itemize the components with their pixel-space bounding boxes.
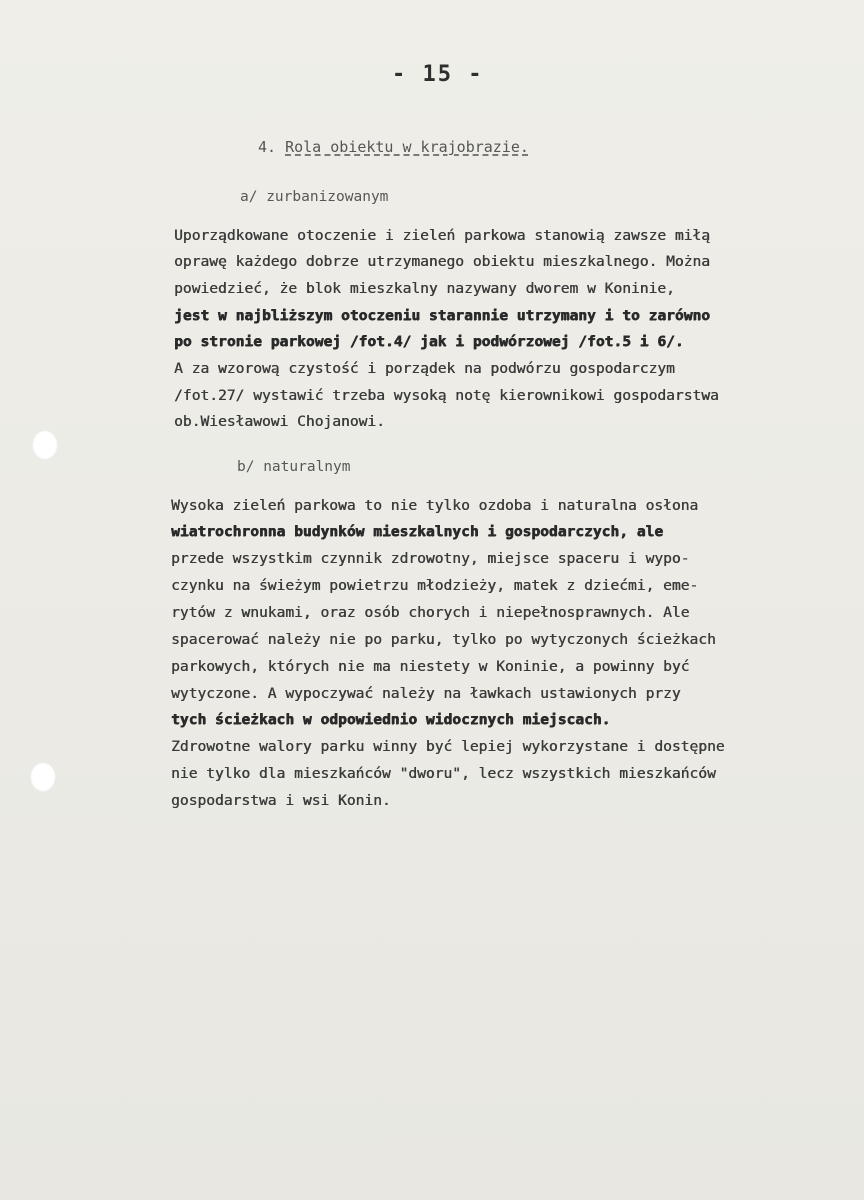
text-line: tych ścieżkach w odpowiednio widocznych miejscach.	[171, 711, 611, 728]
text-line: parkowych, których nie ma niestety w Koninie, a powinny być	[171, 658, 690, 675]
text-line: oprawę każdego dobrze utrzymanego obiektu mieszkalnego. Można	[174, 253, 710, 270]
text-line: nie tylko dla mieszkańców "dworu", lecz wszystkich mieszkańców	[171, 765, 716, 782]
punch-hole-top	[32, 430, 58, 460]
text-line: wiatrochronna budynków mieszkalnych i gospodarczych, ale	[171, 523, 664, 540]
section-heading	[258, 138, 529, 156]
subsection-a-heading: a/ zurbanizowanym	[240, 189, 389, 205]
text-line: Zdrowotne walory parku winny być lepiej wykorzystane i dostępne	[171, 738, 725, 755]
text-line: powiedzieć, że blok mieszkalny nazywany dworem w Koninie,	[174, 280, 675, 297]
text-line: ob.Wiesławowi Chojanowi.	[174, 413, 385, 430]
punch-hole-bottom	[30, 762, 56, 792]
text-line: po stronie parkowej /fot.4/ jak i podwórzowej /fot.5 i 6/.	[174, 333, 684, 350]
text-line: gospodarstwa i wsi Konin.	[171, 792, 391, 809]
text-line: /fot.27/ wystawić trzeba wysoką notę kierownikowi gospodarstwa	[174, 387, 719, 404]
text-line: jest w najbliższym otoczeniu starannie utrzymany i to zarówno	[174, 307, 710, 324]
text-line: A za wzorową czystość i porządek na podwórzu gospodarczym	[174, 360, 675, 377]
text-line: Wysoka zieleń parkowa to nie tylko ozdoba i naturalna osłona	[171, 497, 699, 514]
text-line: czynku na świeżym powietrzu młodzieży, matek z dziećmi, eme-	[171, 577, 699, 594]
page-number: - 15 -	[392, 62, 484, 87]
subsection-b-paragraph	[171, 496, 851, 816]
section-number: 4.	[258, 138, 277, 156]
section-title: Rola obiektu w krajobrazie.	[285, 138, 529, 156]
text-line: przede wszystkim czynnik zdrowotny, miejsce spaceru i wypo-	[171, 550, 690, 567]
text-line: wytyczone. A wypoczywać należy na ławkach ustawionych przy	[171, 685, 681, 702]
text-line: rytów z wnukami, oraz osób chorych i niepełnosprawnych. Ale	[171, 604, 690, 621]
text-line: Uporządkowane otoczenie i zieleń parkowa stanowią zawsze miłą	[174, 227, 710, 244]
subsection-a-paragraph	[174, 226, 844, 446]
subsection-b-heading: b/ naturalnym	[237, 459, 351, 475]
text-line: spacerować należy nie po parku, tylko po wytyczonych ścieżkach	[171, 631, 716, 648]
